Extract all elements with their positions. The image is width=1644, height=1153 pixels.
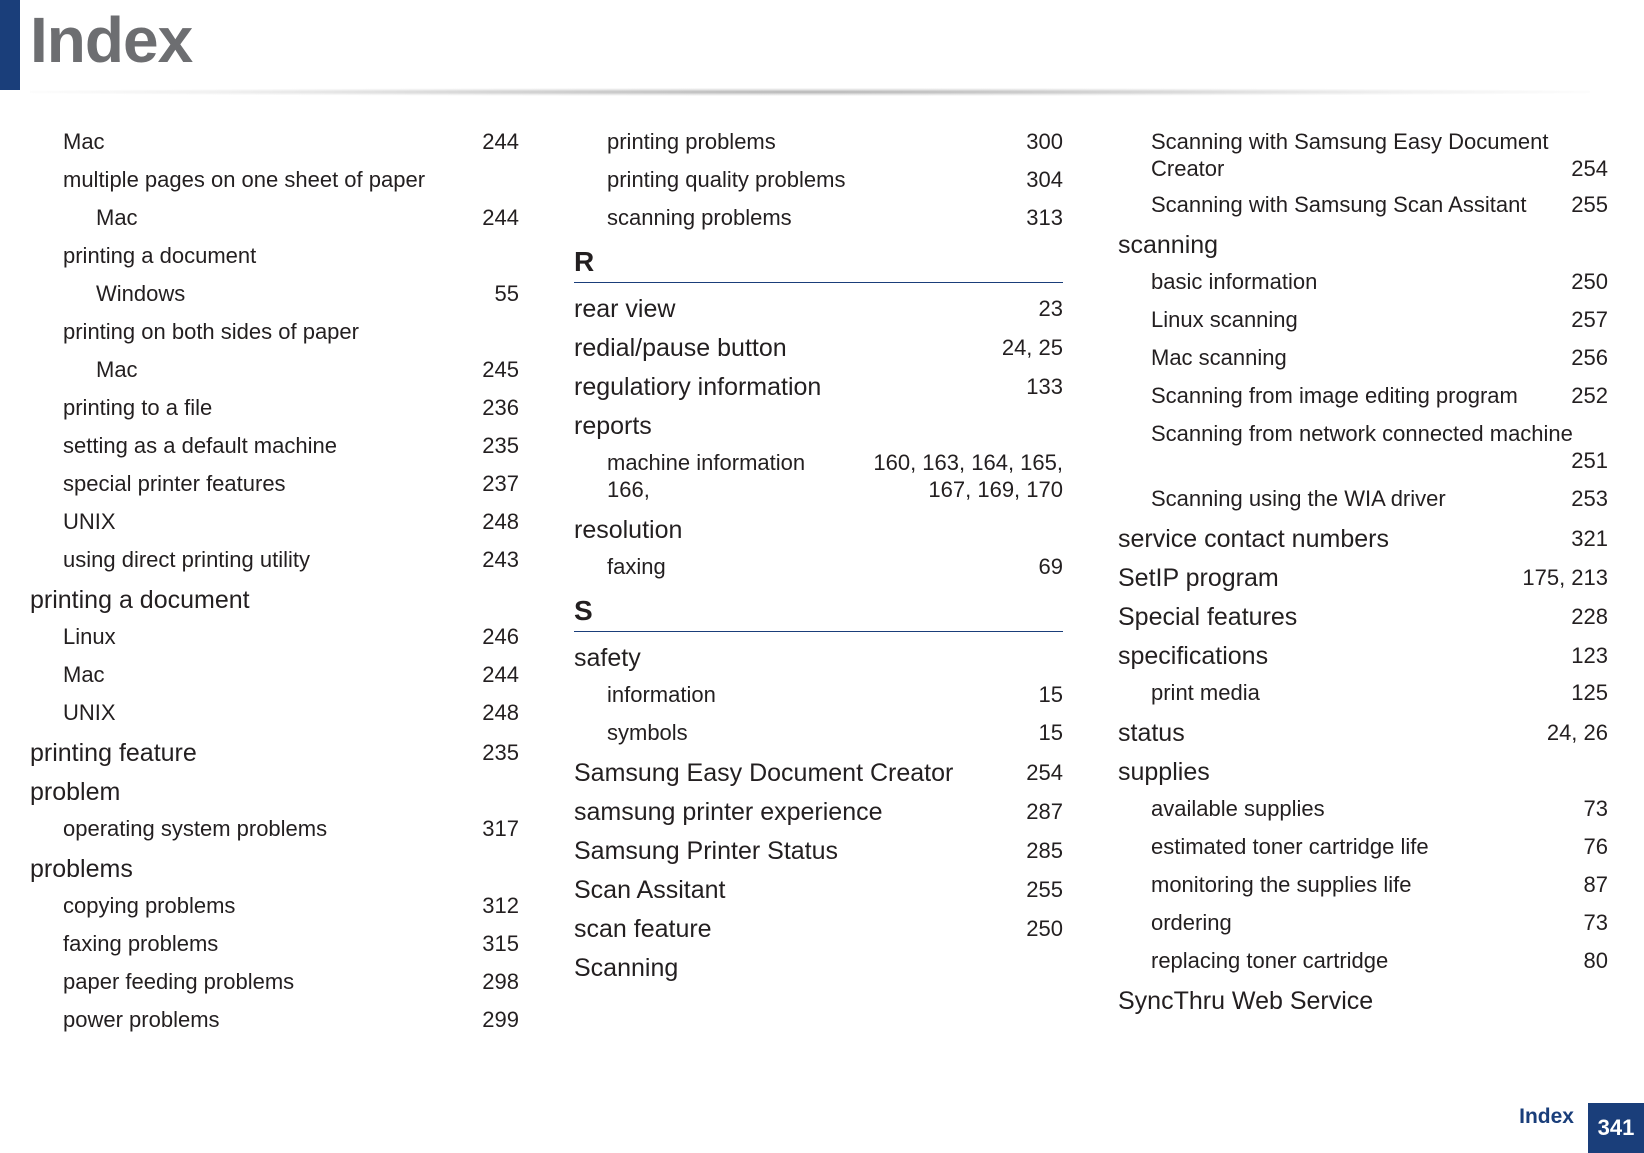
entry-pages-continued: 167, 169, 170 <box>928 477 1063 502</box>
entry-pages: 15 <box>1038 720 1063 745</box>
index-entry <box>1118 344 1608 371</box>
entry-pages: 313 <box>1026 205 1063 230</box>
index-entry <box>574 371 1063 403</box>
entry-pages: 73 <box>1583 796 1608 821</box>
index-entry <box>1118 717 1608 749</box>
index-entry <box>30 508 519 535</box>
entry-term: scan feature <box>574 915 712 943</box>
index-entry <box>30 584 519 616</box>
index-entry <box>30 1006 519 1033</box>
index-entry <box>1118 562 1608 594</box>
entry-term: Scanning <box>574 954 679 982</box>
entry-pages: 76 <box>1583 834 1608 859</box>
entry-term: Scanning from image editing program <box>1151 383 1518 408</box>
index-entry <box>30 776 519 808</box>
index-entry <box>1118 909 1608 936</box>
entry-term: reports <box>574 412 652 440</box>
index-entry <box>30 930 519 957</box>
entry-pages: 87 <box>1583 872 1608 897</box>
entry-term: setting as a default machine <box>63 433 337 458</box>
entry-term: Mac <box>63 662 105 687</box>
entry-pages: 69 <box>1038 554 1063 579</box>
entry-term: printing quality problems <box>607 167 846 192</box>
entry-term: print media <box>1151 680 1260 705</box>
entry-term: symbols <box>607 720 688 745</box>
entry-pages: 257 <box>1571 307 1608 332</box>
index-entry <box>30 356 519 383</box>
index-entry <box>1118 268 1608 295</box>
entry-pages: 285 <box>1026 838 1063 863</box>
index-entry <box>574 449 1063 503</box>
entry-pages: 254 <box>1571 156 1608 181</box>
index-entry <box>574 642 1063 674</box>
index-entry <box>574 128 1063 155</box>
entry-term: UNIX <box>63 509 116 534</box>
section-letter-r: R <box>574 242 1063 283</box>
entry-pages: 15 <box>1038 682 1063 707</box>
index-entry <box>1118 601 1608 633</box>
entry-pages: 299 <box>482 1007 519 1032</box>
entry-term: samsung printer experience <box>574 798 883 826</box>
entry-pages: 228 <box>1571 604 1608 629</box>
entry-term: rear view <box>574 295 676 323</box>
index-entry <box>574 835 1063 867</box>
entry-term: scanning <box>1118 231 1219 259</box>
entry-pages: 160, 163, 164, 165, <box>873 450 1063 475</box>
index-entry <box>574 410 1063 442</box>
index-entry <box>30 318 519 345</box>
entry-pages: 248 <box>482 700 519 725</box>
index-entry <box>1118 306 1608 333</box>
index-entry <box>30 661 519 688</box>
entry-term: resolution <box>574 516 683 544</box>
entry-pages: 312 <box>482 893 519 918</box>
index-entry <box>574 166 1063 193</box>
entry-term: estimated toner cartridge life <box>1151 834 1429 859</box>
entry-term: faxing <box>607 554 666 579</box>
entry-pages: 235 <box>482 433 519 458</box>
entry-term: Mac <box>96 205 138 230</box>
entry-term: problem <box>30 778 121 806</box>
entry-term: supplies <box>1118 758 1210 786</box>
index-column-1 <box>30 128 519 1044</box>
entry-term: redial/pause button <box>574 334 787 362</box>
entry-pages: 244 <box>482 662 519 687</box>
index-column-2 <box>574 128 1063 991</box>
entry-term: printing on both sides of paper <box>63 319 359 344</box>
entry-term: printing to a file <box>63 395 213 420</box>
index-entry <box>30 204 519 231</box>
entry-pages: 250 <box>1571 269 1608 294</box>
entry-term: printing feature <box>30 739 197 767</box>
entry-pages: 23 <box>1038 296 1063 321</box>
entry-term: SyncThru Web Service <box>1118 987 1374 1015</box>
entry-pages: 321 <box>1571 526 1608 551</box>
entry-term: specifications <box>1118 642 1269 670</box>
index-entry <box>1118 523 1608 555</box>
index-entry <box>574 204 1063 231</box>
entry-term: printing problems <box>607 129 776 154</box>
entry-pages: 236 <box>482 395 519 420</box>
index-entry <box>30 737 519 769</box>
index-entry <box>1118 947 1608 974</box>
index-entry <box>574 332 1063 364</box>
entry-term: Scanning with Samsung Easy Document <box>1151 129 1549 154</box>
entry-term: Mac <box>63 129 105 154</box>
entry-term: multiple pages on one sheet of paper <box>63 167 426 192</box>
entry-pages: 251 <box>1571 448 1608 473</box>
entry-pages: 123 <box>1571 643 1608 668</box>
index-entry <box>30 242 519 269</box>
entry-term: Linux <box>63 624 116 649</box>
entry-pages: 24, 26 <box>1546 720 1608 745</box>
entry-term: Windows <box>96 281 186 306</box>
entry-pages: 300 <box>1026 129 1063 154</box>
index-entry <box>574 293 1063 325</box>
index-entry <box>574 553 1063 580</box>
index-entry <box>30 892 519 919</box>
index-entry <box>1118 191 1608 218</box>
entry-term: available supplies <box>1151 796 1325 821</box>
entry-pages: 315 <box>482 931 519 956</box>
index-entry <box>1118 382 1608 409</box>
entry-term: Scan Assitant <box>574 876 726 904</box>
entry-pages: 287 <box>1026 799 1063 824</box>
section-letter-s: S <box>574 591 1063 632</box>
index-entry <box>1118 756 1608 788</box>
entry-term: service contact numbers <box>1118 525 1389 553</box>
index-entry <box>30 280 519 307</box>
page-number-badge: 341 <box>1588 1103 1644 1153</box>
index-entry <box>574 514 1063 546</box>
index-entry <box>574 681 1063 708</box>
entry-pages: 133 <box>1026 374 1063 399</box>
entry-term: machine information <box>607 450 806 475</box>
entry-term: Samsung Easy Document Creator <box>574 759 954 787</box>
entry-pages: 175, 213 <box>1522 565 1608 590</box>
entry-term: monitoring the supplies life <box>1151 872 1412 897</box>
entry-term: replacing toner cartridge <box>1151 948 1389 973</box>
entry-pages: 246 <box>482 624 519 649</box>
index-entry <box>30 128 519 155</box>
entry-term: SetIP program <box>1118 564 1279 592</box>
footer-section-label: Index <box>1519 1105 1574 1128</box>
entry-term: operating system problems <box>63 816 328 841</box>
entry-pages: 24, 25 <box>1001 335 1063 360</box>
entry-pages: 243 <box>482 547 519 572</box>
index-entry <box>30 815 519 842</box>
entry-term: printing a document <box>30 586 250 614</box>
entry-term: Samsung Printer Status <box>574 837 839 865</box>
index-entry <box>1118 833 1608 860</box>
entry-pages: 256 <box>1571 345 1608 370</box>
index-entry <box>30 166 519 193</box>
header-divider <box>30 88 1590 96</box>
entry-term: problems <box>30 855 133 883</box>
index-entry <box>1118 985 1608 1017</box>
entry-term: Mac <box>96 357 138 382</box>
entry-pages: 250 <box>1026 916 1063 941</box>
entry-pages: 253 <box>1571 486 1608 511</box>
entry-pages: 244 <box>482 129 519 154</box>
index-entry <box>574 874 1063 906</box>
entry-pages: 235 <box>482 740 519 765</box>
entry-term: Scanning with Samsung Scan Assitant <box>1151 192 1527 217</box>
entry-term: Linux scanning <box>1151 307 1298 332</box>
entry-pages: 255 <box>1026 877 1063 902</box>
index-entry <box>574 757 1063 789</box>
entry-term: status <box>1118 719 1185 747</box>
index-entry <box>30 699 519 726</box>
entry-term: Scanning using the WIA driver <box>1151 486 1446 511</box>
entry-term: information <box>607 682 716 707</box>
entry-pages: 237 <box>482 471 519 496</box>
entry-term: power problems <box>63 1007 220 1032</box>
entry-term: scanning problems <box>607 205 792 230</box>
index-entry <box>1118 485 1608 512</box>
index-entry <box>30 394 519 421</box>
entry-term-continued: 166, <box>607 477 650 502</box>
index-entry <box>30 853 519 885</box>
page-title: Index <box>30 4 193 76</box>
entry-pages: 317 <box>482 816 519 841</box>
index-entry <box>574 796 1063 828</box>
entry-term: regulatiory information <box>574 373 822 401</box>
entry-pages: 304 <box>1026 167 1063 192</box>
index-entry <box>30 546 519 573</box>
entry-term: faxing problems <box>63 931 219 956</box>
index-entry <box>1118 128 1608 182</box>
index-entry <box>1118 229 1608 261</box>
index-entry <box>1118 420 1644 474</box>
entry-term: safety <box>574 644 641 672</box>
entry-pages: 254 <box>1026 760 1063 785</box>
entry-pages: 125 <box>1571 680 1608 705</box>
entry-term: copying problems <box>63 893 236 918</box>
entry-term: using direct printing utility <box>63 547 311 572</box>
entry-pages: 244 <box>482 205 519 230</box>
index-entry <box>1118 795 1608 822</box>
index-entry <box>30 470 519 497</box>
index-entry <box>574 913 1063 945</box>
index-entry <box>30 623 519 650</box>
entry-pages: 73 <box>1583 910 1608 935</box>
entry-pages: 298 <box>482 969 519 994</box>
entry-pages: 248 <box>482 509 519 534</box>
entry-pages: 55 <box>494 281 519 306</box>
header-accent-bar <box>0 0 20 90</box>
entry-term-continued: Creator <box>1151 156 1225 181</box>
entry-term: UNIX <box>63 700 116 725</box>
index-entry <box>1118 679 1608 706</box>
entry-pages: 245 <box>482 357 519 382</box>
index-entry <box>1118 871 1608 898</box>
entry-pages: 80 <box>1583 948 1608 973</box>
index-entry <box>1118 640 1608 672</box>
entry-term: printing a document <box>63 243 257 268</box>
index-entry <box>574 952 1063 984</box>
index-entry <box>30 432 519 459</box>
entry-term: special printer features <box>63 471 286 496</box>
index-entry <box>30 968 519 995</box>
entry-pages: 252 <box>1571 383 1608 408</box>
index-column-3 <box>1118 128 1608 1024</box>
entry-term: ordering <box>1151 910 1232 935</box>
entry-term: Scanning from network connected machine <box>1151 421 1573 446</box>
entry-term: basic information <box>1151 269 1318 294</box>
entry-term: Mac scanning <box>1151 345 1287 370</box>
index-entry <box>574 719 1063 746</box>
entry-pages: 255 <box>1571 192 1608 217</box>
entry-term: paper feeding problems <box>63 969 295 994</box>
entry-term: Special features <box>1118 603 1298 631</box>
